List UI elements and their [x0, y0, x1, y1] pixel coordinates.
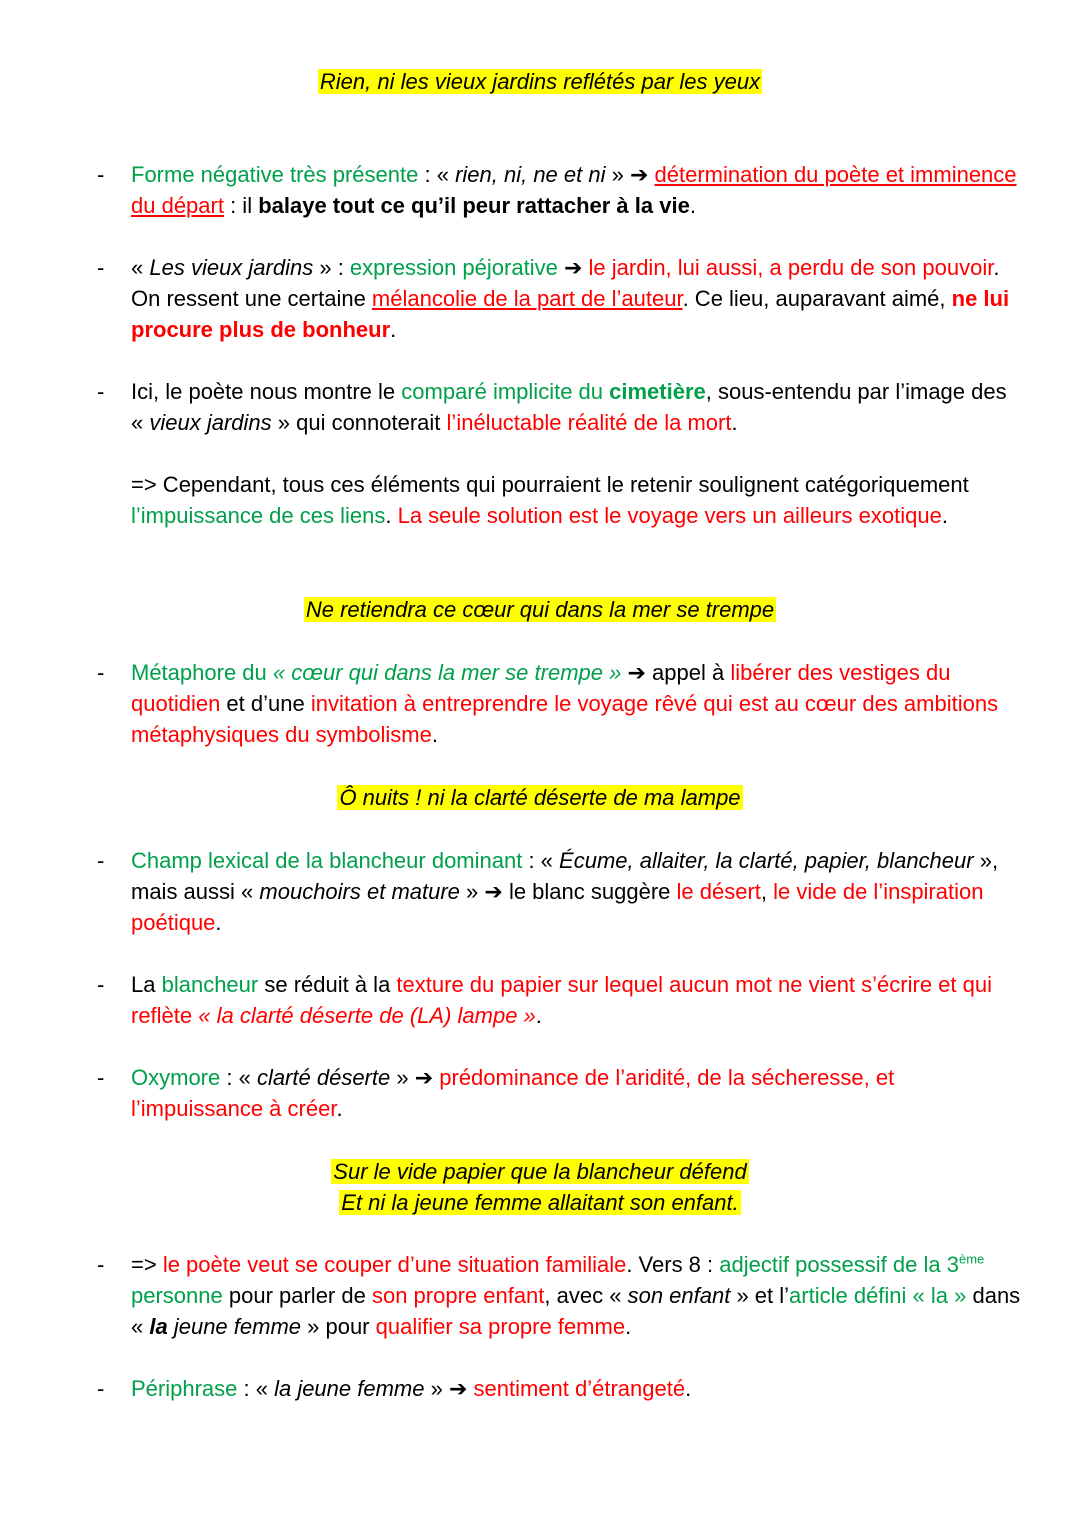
arrow-icon: ➔	[414, 1065, 434, 1090]
paragraph-old-gardens: « Les vieux jardins » : expression péjorative ➔ le jardin, lui aussi, a perdu de son pouvoir. On ressent une certaine mélancolie de la part de l’auteur. Ce lieu, auparavant aimé, ne lui procure plus de bonheur.	[131, 255, 1010, 342]
arrow-icon: ➔	[448, 1376, 468, 1401]
bullet-dash: -	[97, 1065, 105, 1090]
bullet-dash: -	[97, 255, 105, 280]
paragraph-negative-form: Forme négative très présente : « rien, ni, ne et ni » ➔ détermination du poète et imminence du départ : il balaye tout ce qu’il peur rattacher à la vie.	[131, 162, 1017, 218]
bullet-dash: -	[97, 972, 105, 997]
paragraph-paper-texture: La blancheur se réduit à la texture du papier sur lequel aucun mot ne vient s’écrire et qui reflète « la clarté déserte de (LA) lampe ».	[131, 972, 992, 1028]
paragraph-periphrasis: Périphrase : « la jeune femme » ➔ sentiment d’étrangeté.	[131, 1376, 692, 1401]
bullet-dash: -	[97, 162, 105, 187]
paragraph-conclusion: => Cependant, tous ces éléments qui pourraient le retenir soulignent catégoriquement l’impuissance de ces liens. La seule solution est le voyage vers un ailleurs exotique.	[131, 472, 969, 528]
arrow-icon: ➔	[629, 162, 649, 187]
bullet-dash: -	[97, 379, 105, 404]
arrow-icon: ➔	[484, 879, 503, 904]
paragraph-whiteness: Champ lexical de la blancheur dominant : « Écume, allaiter, la clarté, papier, blancheur », mais aussi « mouchoirs et mature » ➔ le blanc suggère le désert, le vide de l’inspiration poétique.	[131, 848, 999, 935]
bullet-dash: -	[97, 848, 105, 873]
verse-heading-3: Ô nuits ! ni la clarté déserte de ma lampe	[339, 785, 741, 810]
paragraph-cemetery: Ici, le poète nous montre le comparé implicite du cimetière, sous-entendu par l’image des « vieux jardins » qui connoterait l’inéluctable réalité de la mort.	[131, 379, 1007, 435]
verse-heading-4b: Et ni la jeune femme allaitant son enfant.	[341, 1190, 739, 1215]
paragraph-family-situation: => le poète veut se couper d’une situation familiale. Vers 8 : adjectif possessif de la 3ème personne pour parler de son propre enfant, avec « son enfant » et l’article défini « la » dans « la jeune femme » pour qualifier sa propre femme.	[131, 1251, 1021, 1339]
verse-heading-4a: Sur le vide papier que la blancheur défend	[333, 1159, 747, 1184]
paragraph-metaphor: Métaphore du « cœur qui dans la mer se trempe » ➔ appel à libérer des vestiges du quotidien et d’une invitation à entreprendre le voyage rêvé qui est au cœur des ambitions métaphysiques du symbolisme.	[131, 660, 999, 747]
verse-heading-1: Rien, ni les vieux jardins reflétés par les yeux	[319, 69, 761, 94]
arrow-icon: ➔	[563, 255, 583, 280]
bullet-dash: -	[97, 1252, 105, 1277]
arrow-icon: ➔	[627, 660, 646, 685]
bullet-dash: -	[97, 660, 105, 685]
bullet-dash: -	[97, 1376, 105, 1401]
verse-heading-2: Ne retiendra ce cœur qui dans la mer se trempe	[305, 597, 775, 622]
paragraph-oxymoron: Oxymore : « clarté déserte » ➔ prédominance de l’aridité, de la sécheresse, et l’impuissance à créer.	[131, 1065, 895, 1121]
